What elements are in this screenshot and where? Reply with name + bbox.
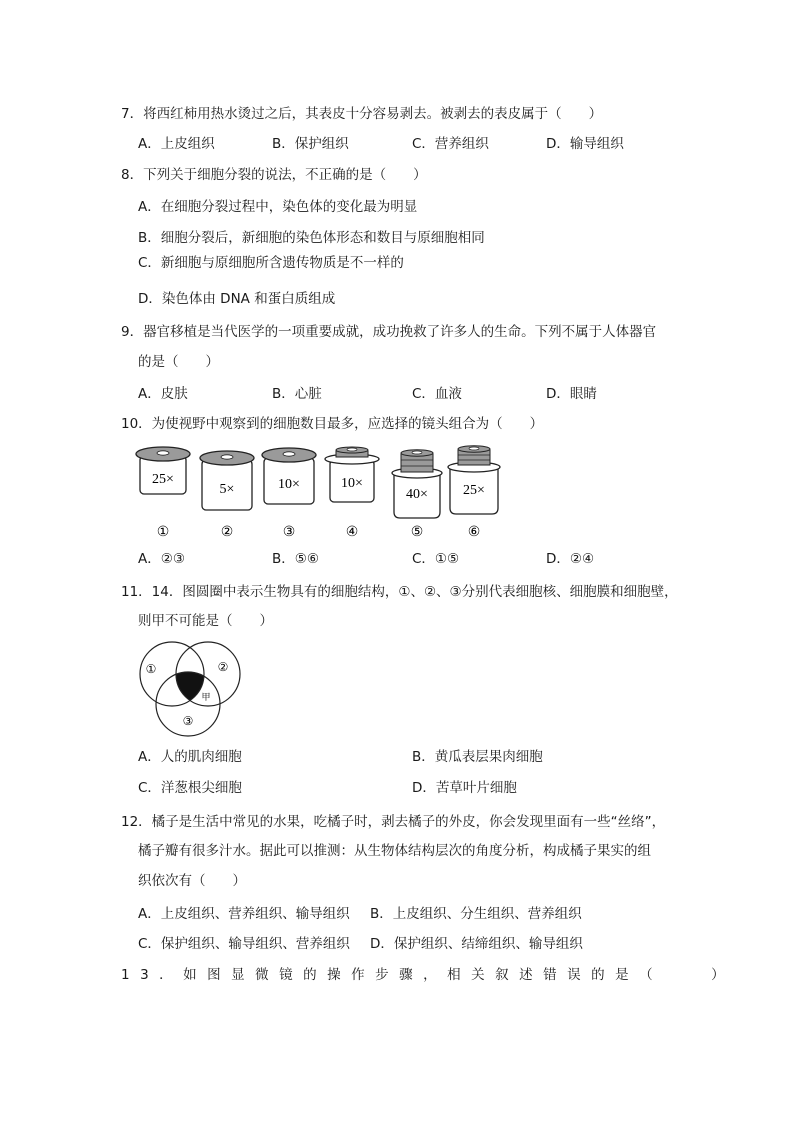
venn-diagram [134,638,246,740]
q9-stem-line2: 的是（ ） [138,354,219,370]
venn-center-label: 甲 [201,692,211,702]
lens-4 [325,447,379,502]
q7-stem: 7．将西红柿用热水烫过之后，其表皮十分容易剥去。被剥去的表皮属于（ ） [121,106,603,122]
q10-option-c: C．①⑤ [412,551,460,567]
q9-stem-line1: 9．器官移植是当代医学的一项重要成就，成功挽救了许多人的生命。下列不属于人体器官 [121,324,657,340]
lens-6-mag: 25× [463,483,485,498]
q9-option-b: B．心脏 [272,386,322,402]
q9-option-d: D．眼睛 [546,386,597,402]
venn-label-3: ③ [182,714,194,728]
q10-option-d: D．②④ [546,551,595,567]
q13-stem: 13．如图显微镜的操作步骤，相关叙述错误的是（ ） [121,967,736,983]
lens-3 [262,448,316,504]
q11-option-b: B．黄瓜表层果肉细胞 [412,749,543,765]
lens-1-number: ① [156,525,170,540]
q10-option-a: A．②③ [138,551,185,567]
q10-stem: 10．为使视野中观察到的细胞数目最多，应选择的镜头组合为（ ） [121,416,544,432]
q11-stem-line1: 11．14．图圆圈中表示生物具有的细胞结构，①、②、③分别代表细胞核、细胞膜和细胞壁， [121,584,678,600]
q8-stem: 8．下列关于细胞分裂的说法，不正确的是（ ） [121,167,427,183]
q11-option-d: D．苦草叶片细胞 [412,780,517,796]
lens-6 [448,446,500,514]
venn-figure [134,638,246,740]
lens-1-mag: 25× [152,472,174,487]
lens-figure [130,438,510,543]
lens-diagram [130,438,510,543]
q12-stem-line3: 织依次有（ ） [138,873,246,889]
lens-5-mag: 40× [406,487,428,502]
venn-label-2: ② [217,660,229,674]
lens-2-number: ② [220,525,234,540]
q11-option-c: C．洋葱根尖细胞 [138,780,242,796]
q12-option-b: B．上皮组织、分生组织、营养组织 [370,906,582,922]
q11-stem-line2: 则甲不可能是（ ） [138,613,273,629]
q8-option-d: D．染色体由 DNA 和蛋白质组成 [138,291,336,307]
q7-option-c: C．营养组织 [412,136,489,152]
q7-option-d: D．输导组织 [546,136,624,152]
q12-option-d: D．保护组织、结缔组织、输导组织 [370,936,583,952]
q12-option-a: A．上皮组织、营养组织、输导组织 [138,906,350,922]
lens-3-mag: 10× [278,477,300,492]
lens-5-number: ⑤ [410,525,424,540]
q11-option-a: A．人的肌肉细胞 [138,749,242,765]
lens-4-number: ④ [345,525,359,540]
lens-4-mag: 10× [341,476,363,491]
q8-option-b: B．细胞分裂后，新细胞的染色体形态和数目与原细胞相同 [138,230,485,246]
lens-2 [200,451,254,510]
q12-option-c: C．保护组织、输导组织、营养组织 [138,936,350,952]
q7-option-b: B．保护组织 [272,136,349,152]
lens-1 [136,447,190,494]
q7-option-a: A．上皮组织 [138,136,215,152]
lens-6-number: ⑥ [467,525,481,540]
q10-option-b: B．⑤⑥ [272,551,319,567]
q9-option-a: A．皮肤 [138,386,188,402]
q8-option-a: A．在细胞分裂过程中，染色体的变化最为明显 [138,199,418,215]
q9-option-c: C．血液 [412,386,462,402]
lens-3-number: ③ [282,525,296,540]
q12-stem-line1: 12．橘子是生活中常见的水果，吃橘子时，剥去橘子的外皮，你会发现里面有一些“丝络”， [121,814,666,830]
q8-option-c: C．新细胞与原细胞所含遗传物质是不一样的 [138,255,404,271]
venn-label-1: ① [145,662,157,676]
lens-2-mag: 5× [219,482,235,497]
lens-5 [392,450,442,518]
q12-stem-line2: 橘子瓣有很多汁水。据此可以推测：从生物体结构层次的角度分析，构成橘子果实的组 [138,843,651,859]
